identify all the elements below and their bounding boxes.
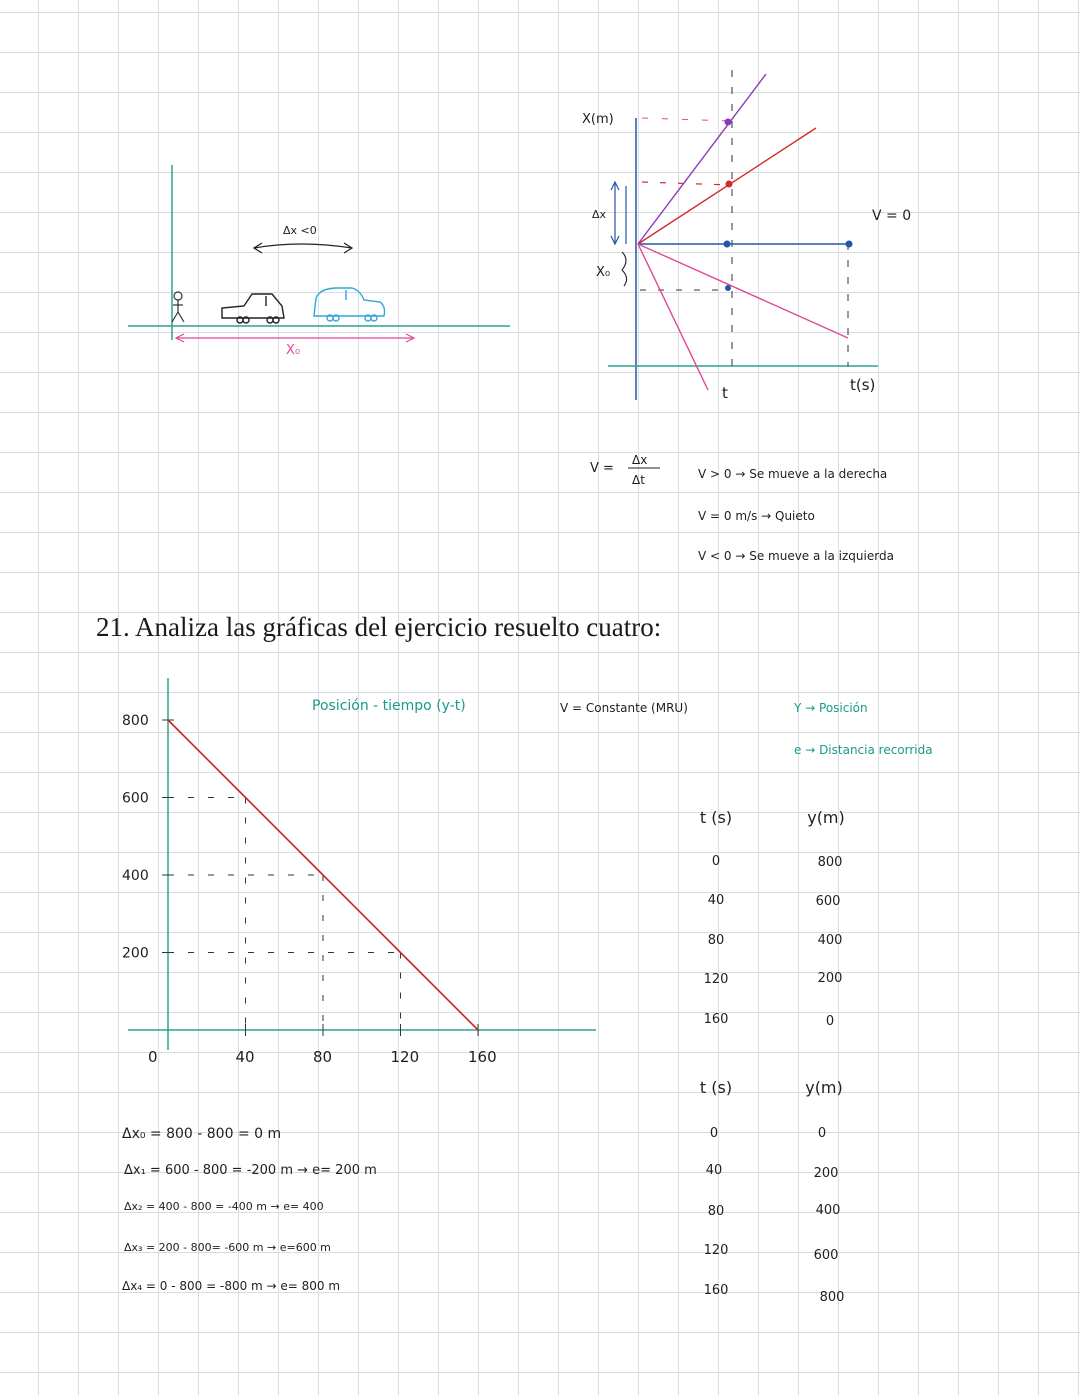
delta-x-label: Δx <0 [283, 224, 317, 237]
x-axis-label: X(m) [582, 112, 614, 127]
formula-denominator: Δt [632, 473, 645, 487]
table2-t-1: 40 [705, 1163, 723, 1178]
table1-t-1: 40 [707, 893, 725, 908]
table2-t-4: 160 [703, 1283, 729, 1298]
equation-dx0: Δx₀ = 800 - 800 = 0 m [122, 1126, 282, 1142]
y-tick-label-2: 400 [122, 868, 149, 884]
x-tick-label-3: 120 [390, 1048, 420, 1066]
table2-y-0: 0 [817, 1126, 827, 1141]
rule-zero: V = 0 m/s → Quieto [698, 509, 815, 523]
table2-y-2: 400 [815, 1203, 841, 1218]
dx-label: Δx [592, 208, 607, 221]
equation-dx1: Δx₁ = 600 - 800 = -200 m → e= 200 m [124, 1163, 377, 1178]
constant-note: V = Constante (MRU) [560, 701, 688, 715]
table1-t-3: 120 [703, 972, 729, 987]
x-tick-label-4: 160 [468, 1048, 497, 1066]
table2-y-3: 600 [813, 1248, 839, 1263]
legend-e: e → Distancia recorrida [794, 743, 933, 757]
table2-y-4: 800 [819, 1290, 845, 1305]
y-tick-label-0: 800 [122, 713, 149, 729]
x-tick-label-0: 0 [148, 1048, 158, 1066]
table2-t-0: 0 [709, 1126, 719, 1141]
x-tick-label-2: 80 [313, 1048, 333, 1066]
table1-t-4: 160 [703, 1012, 729, 1027]
x0-graph-label: X₀ [596, 265, 611, 280]
table1-t-0: 0 [711, 854, 721, 869]
table2-header-t: t (s) [699, 1078, 733, 1097]
exercise-title: 21. Analiza las gráficas del ejercicio resuelto cuatro: [96, 612, 662, 642]
table2-header-y: y(m) [805, 1078, 843, 1097]
equation-dx2: Δx₂ = 400 - 800 = -400 m → e= 400 [124, 1200, 324, 1213]
t-label: t [722, 384, 728, 402]
t-axis-label: t(s) [850, 376, 876, 394]
table2-t-2: 80 [707, 1204, 725, 1219]
table2-t-3: 120 [703, 1243, 729, 1258]
formula-v: V = [590, 461, 614, 476]
formula-numerator: Δx [632, 453, 648, 467]
table1-y-0: 800 [817, 855, 843, 870]
table1-y-4: 0 [825, 1014, 835, 1029]
table2-y-1: 200 [813, 1166, 839, 1181]
legend-y: Y → Posición [794, 701, 868, 715]
table1-y-2: 400 [817, 933, 843, 948]
rule-positive: V > 0 → Se mueve a la derecha [698, 467, 888, 481]
table1-header-y: y(m) [807, 808, 845, 827]
v-zero-label: V = 0 [872, 208, 912, 224]
chart-title: Posición - tiempo (y-t) [312, 698, 466, 714]
x0-label: X₀ [286, 343, 301, 358]
rule-negative: V < 0 → Se mueve a la izquierda [698, 549, 894, 563]
table1-header-t: t (s) [699, 808, 733, 827]
y-tick-label-3: 200 [122, 945, 149, 962]
y-tick-label-1: 600 [122, 790, 149, 807]
table1-t-2: 80 [707, 933, 725, 948]
equation-dx3: Δx₃ = 200 - 800= -600 m → e=600 m [124, 1241, 331, 1254]
x-tick-label-1: 40 [235, 1048, 255, 1066]
table1-y-3: 200 [817, 971, 843, 986]
table1-y-1: 600 [815, 894, 841, 909]
equation-dx4: Δx₄ = 0 - 800 = -800 m → e= 800 m [122, 1279, 341, 1293]
